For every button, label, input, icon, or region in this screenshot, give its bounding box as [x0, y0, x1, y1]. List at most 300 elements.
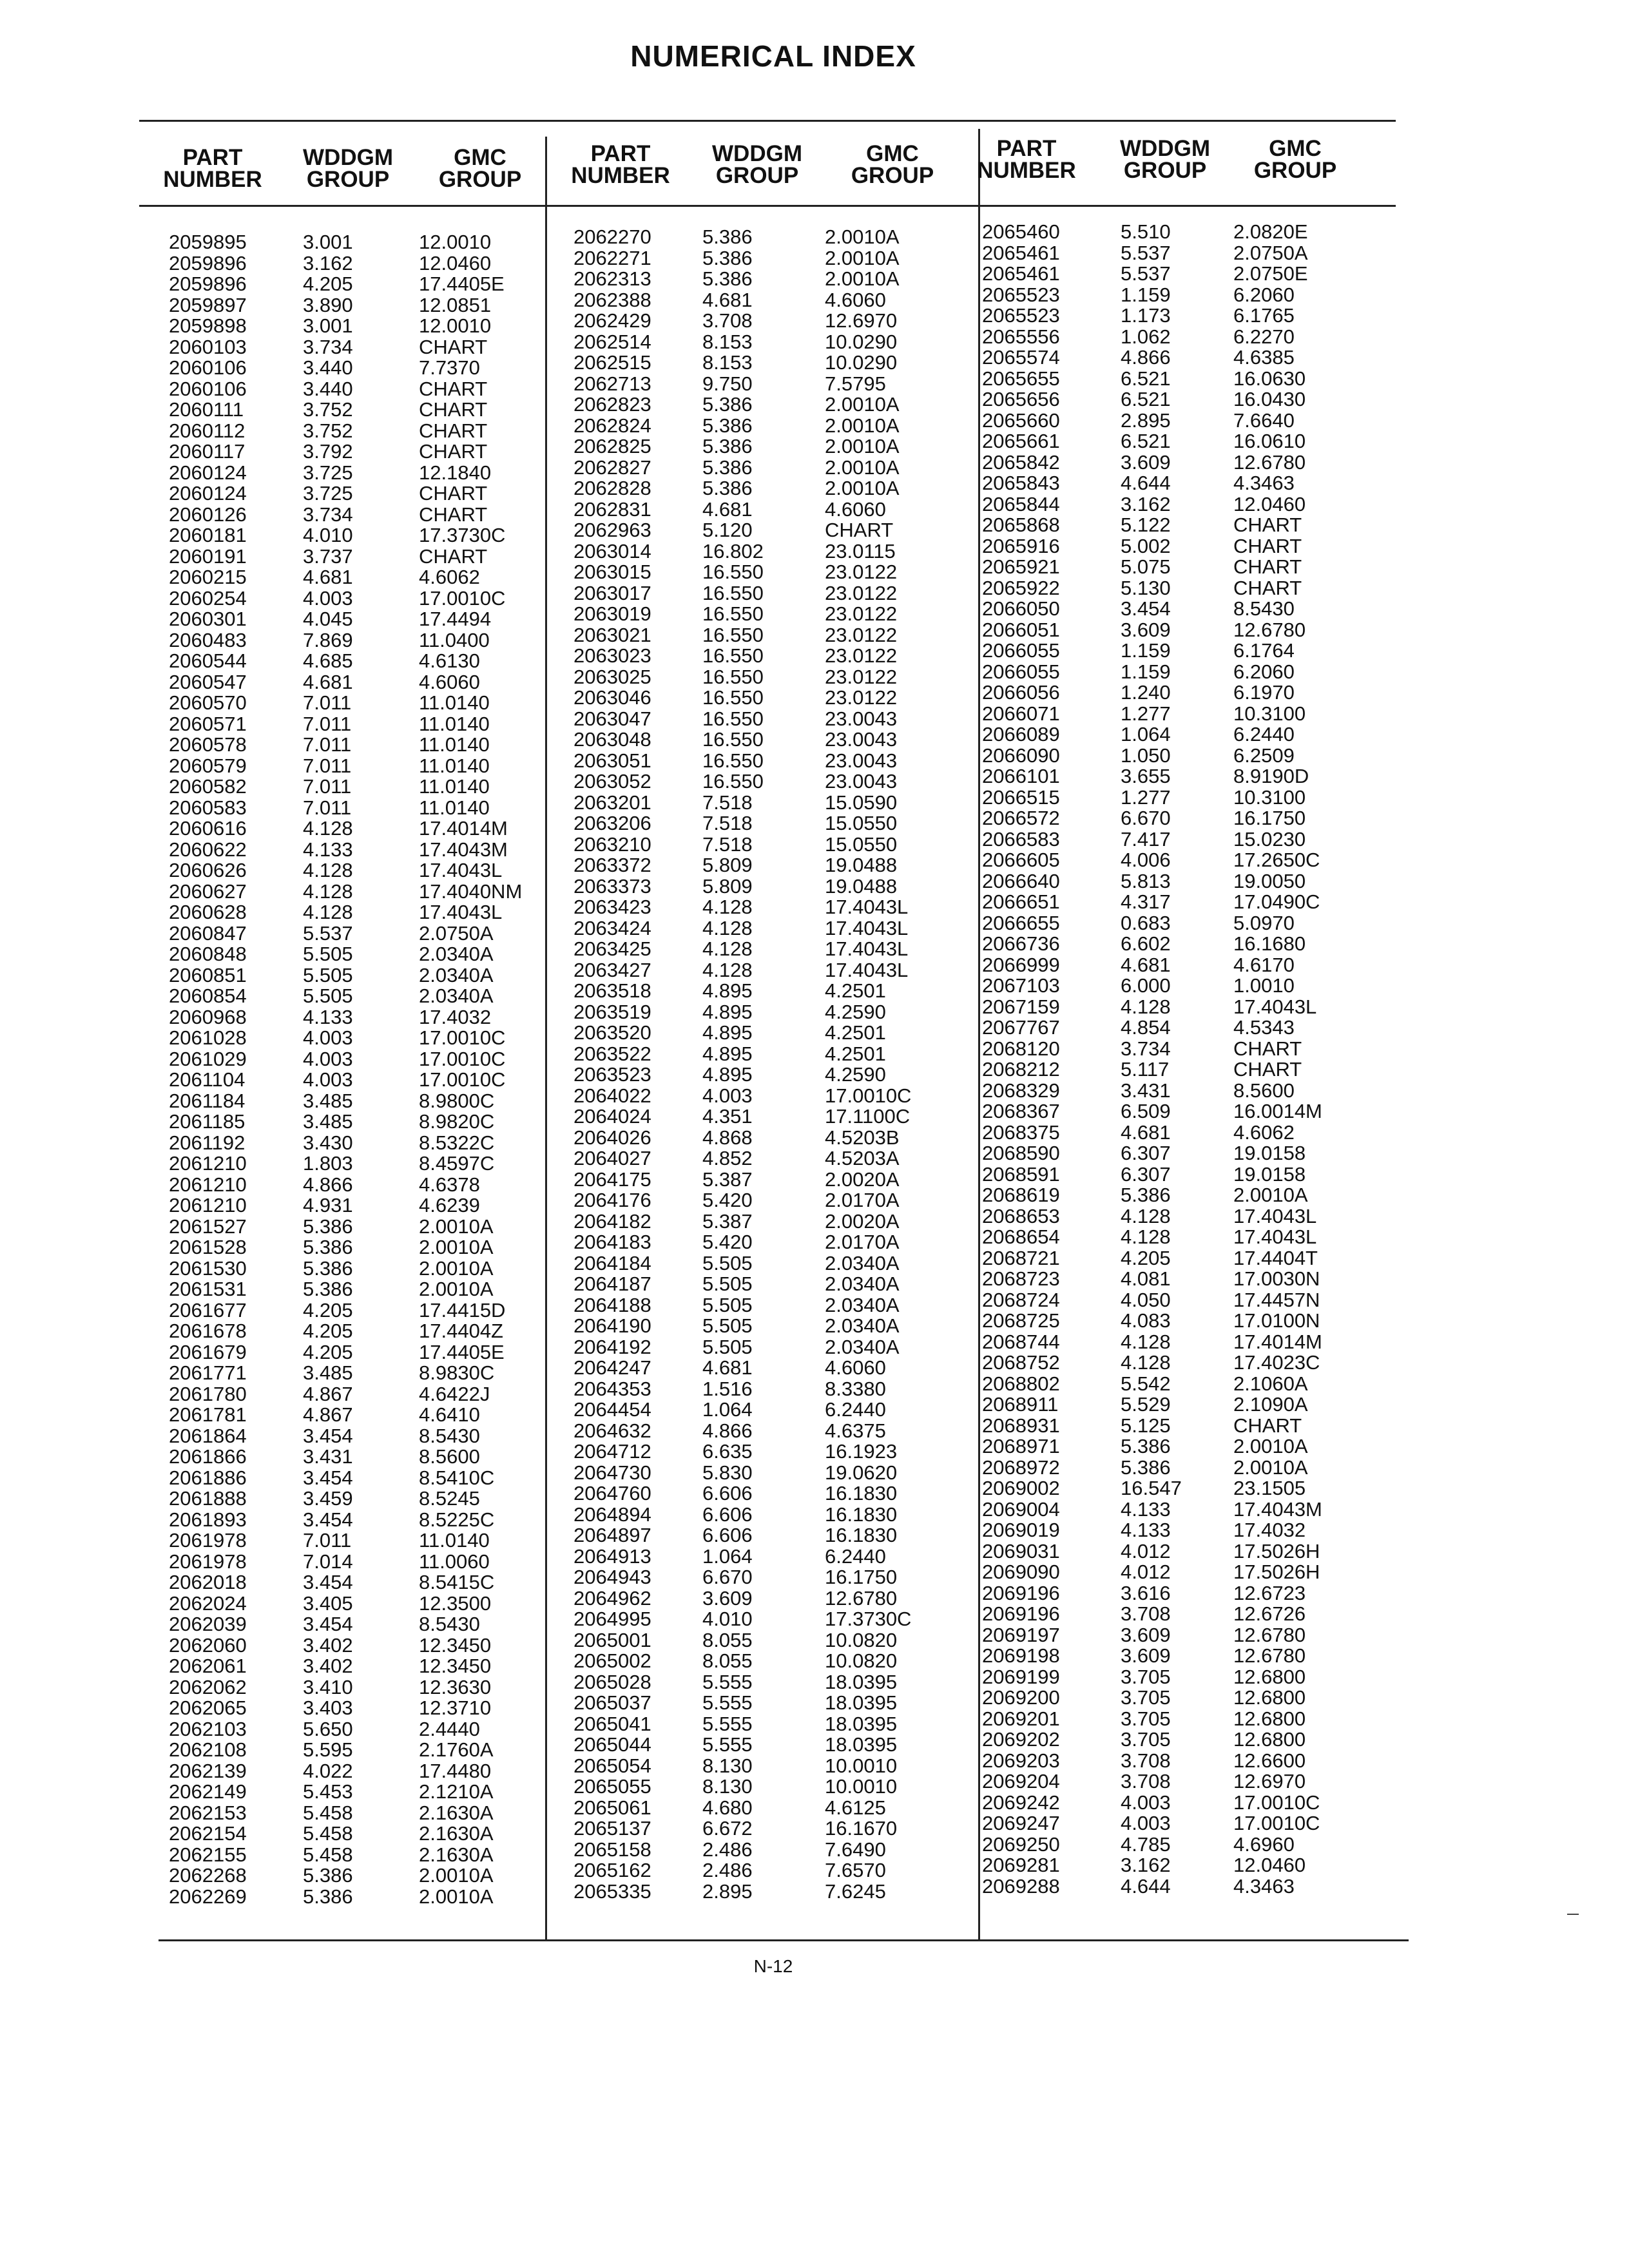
part-number: 2061677	[169, 1298, 247, 1321]
wddgm-group: 3.752	[303, 398, 353, 421]
index-row	[574, 960, 967, 981]
part-number: 2063017	[574, 581, 651, 604]
wddgm-group: 5.386	[303, 1236, 353, 1258]
part-number: 2065044	[574, 1733, 651, 1756]
part-number: 2060126	[169, 503, 247, 526]
part-number: 2064760	[574, 1482, 651, 1504]
index-row	[982, 1604, 1369, 1625]
part-number: 2064995	[574, 1608, 651, 1630]
part-number: 2065843	[982, 472, 1060, 494]
index-row	[574, 1086, 967, 1107]
index-row	[169, 546, 543, 568]
part-number: 2061028	[169, 1026, 247, 1049]
part-number: 2064913	[574, 1544, 651, 1568]
part-number: 2062062	[169, 1675, 247, 1698]
index-row	[982, 1039, 1369, 1060]
index-row	[169, 965, 543, 986]
index-row	[169, 1823, 543, 1845]
wddgm-group: 3.459	[303, 1487, 353, 1510]
index-row	[574, 939, 967, 960]
wddgm-group: 5.555	[702, 1691, 753, 1714]
index-row	[574, 374, 967, 395]
gmc-group: CHART	[419, 482, 488, 505]
part-number: 2062018	[169, 1571, 247, 1593]
wddgm-group: 4.644	[1121, 1874, 1171, 1898]
part-number: 2065916	[982, 534, 1060, 557]
index-row	[169, 860, 543, 881]
index-row	[169, 630, 543, 651]
wddgm-group: 8.130	[702, 1775, 753, 1798]
index-row	[574, 1253, 967, 1274]
index-row	[169, 651, 543, 672]
index-row	[574, 1190, 967, 1211]
wddgm-group: 4.006	[1121, 849, 1171, 871]
part-number: 2060191	[169, 544, 247, 568]
gmc-group: 2.1060A	[1233, 1372, 1308, 1395]
wddgm-group: 7.014	[303, 1550, 353, 1573]
gmc-group: 4.3463	[1233, 472, 1295, 494]
part-number: 2062269	[169, 1885, 247, 1908]
gmc-group: 2.0340A	[825, 1273, 900, 1295]
index-row	[574, 311, 967, 332]
part-number: 2065158	[574, 1838, 651, 1861]
part-number: 2067159	[982, 995, 1060, 1018]
part-number: 2063052	[574, 770, 651, 793]
part-number: 2061530	[169, 1256, 247, 1280]
index-row	[169, 714, 543, 735]
gmc-group: 17.4457N	[1233, 1288, 1320, 1311]
gmc-group: 2.1090A	[1233, 1393, 1308, 1416]
gmc-group: 8.9190D	[1233, 765, 1309, 787]
wddgm-group: 5.555	[702, 1712, 753, 1735]
index-row	[574, 918, 967, 939]
part-number: 2066090	[982, 744, 1060, 767]
index-row	[574, 1316, 967, 1337]
index-row	[574, 583, 967, 604]
wddgm-group: 5.386	[1121, 1184, 1171, 1206]
wddgm-group: 4.133	[1121, 1497, 1171, 1521]
gmc-group: 4.5343	[1233, 1016, 1295, 1039]
gmc-group: 10.0010	[825, 1775, 898, 1798]
index-row	[982, 724, 1369, 745]
wddgm-group: 1.277	[1121, 785, 1171, 809]
part-number: 2061527	[169, 1215, 247, 1238]
gmc-group: 2.0340A	[419, 963, 494, 986]
wddgm-group: 5.813	[1121, 869, 1171, 892]
wddgm-group: 5.510	[1121, 220, 1171, 243]
index-row	[574, 1840, 967, 1861]
part-number: 2063373	[574, 874, 651, 898]
gmc-group: 2.0010A	[825, 246, 900, 269]
index-row	[169, 588, 543, 610]
part-number: 2061531	[169, 1278, 247, 1300]
wddgm-group: 5.386	[702, 477, 753, 499]
gmc-group: 2.0340A	[419, 943, 494, 965]
index-row	[169, 1111, 543, 1133]
wddgm-group: 5.002	[1121, 534, 1171, 557]
wddgm-group: 4.012	[1121, 1561, 1171, 1583]
wddgm-group: 5.130	[1121, 576, 1171, 599]
part-number: 2066515	[982, 785, 1060, 809]
wddgm-group: 5.386	[303, 1864, 353, 1887]
wddgm-group: 3.655	[1121, 765, 1171, 787]
gmc-group: 4.6060	[825, 288, 886, 311]
wddgm-group: 3.485	[303, 1110, 353, 1133]
gmc-group: 8.5430	[419, 1424, 480, 1447]
gmc-group: 2.0010A	[1233, 1435, 1308, 1457]
part-number: 2069288	[982, 1874, 1060, 1898]
index-row	[169, 944, 543, 965]
part-number: 2061029	[169, 1047, 247, 1070]
index-row	[574, 1609, 967, 1630]
wddgm-group: 5.537	[1121, 241, 1171, 264]
wddgm-group: 4.010	[702, 1608, 753, 1630]
wddgm-group: 7.011	[303, 691, 352, 714]
wddgm-group: 4.895	[702, 1000, 753, 1023]
index-row	[574, 1044, 967, 1065]
wddgm-group: 4.685	[303, 649, 353, 672]
gmc-group: 8.3380	[825, 1377, 886, 1400]
part-number: 2065162	[574, 1859, 651, 1881]
index-row	[169, 316, 543, 337]
index-row	[574, 1735, 967, 1756]
index-row	[169, 1446, 543, 1468]
gmc-group: 17.4415D	[419, 1298, 506, 1321]
gmc-group: 17.3730C	[825, 1608, 912, 1630]
part-number: 2064897	[574, 1524, 651, 1546]
gmc-group: 4.6960	[1233, 1832, 1295, 1856]
gmc-group: 17.0010C	[419, 586, 506, 610]
index-row	[982, 1771, 1369, 1792]
wddgm-group: 3.725	[303, 461, 353, 484]
gmc-group: 16.1830	[825, 1524, 898, 1546]
part-number: 2061678	[169, 1320, 247, 1342]
part-number: 2060106	[169, 356, 247, 379]
gmc-group: 17.4023C	[1233, 1351, 1320, 1374]
gmc-group: 4.6060	[825, 497, 886, 521]
index-row	[574, 457, 967, 479]
part-number: 2061978	[169, 1529, 247, 1552]
wddgm-group: 4.050	[1121, 1288, 1171, 1311]
part-number: 2066101	[982, 765, 1060, 787]
gmc-group: 17.4014M	[419, 817, 508, 840]
wddgm-group: 6.521	[1121, 430, 1171, 452]
gmc-group: 19.0050	[1233, 869, 1306, 892]
index-row	[982, 1269, 1369, 1290]
part-number: 2066651	[982, 890, 1060, 913]
part-number: 2069019	[982, 1519, 1060, 1541]
index-row	[982, 1709, 1369, 1730]
gmc-group: 23.0122	[825, 623, 898, 646]
index-row	[574, 1818, 967, 1840]
part-number: 2062825	[574, 435, 651, 457]
gmc-group: 2.0750A	[1233, 241, 1308, 264]
wddgm-group: 4.012	[1121, 1539, 1171, 1562]
wddgm-group: 4.133	[1121, 1519, 1171, 1541]
gmc-group: CHART	[1233, 1058, 1302, 1081]
part-number: 2060103	[169, 335, 247, 358]
wddgm-group: 3.752	[303, 419, 353, 442]
part-number: 2069199	[982, 1665, 1060, 1688]
wddgm-group: 5.830	[702, 1461, 753, 1484]
index-row	[169, 1572, 543, 1593]
wddgm-group: 16.550	[702, 665, 764, 688]
gmc-group: 12.3630	[419, 1675, 492, 1698]
part-number: 2069004	[982, 1497, 1060, 1521]
part-number: 2065523	[982, 283, 1060, 306]
part-number: 2060968	[169, 1005, 247, 1028]
index-row	[169, 1488, 543, 1510]
gmc-group: 17.0490C	[1233, 890, 1320, 913]
part-number: 2060301	[169, 608, 247, 630]
gmc-group: 4.5203B	[825, 1126, 900, 1149]
wddgm-group: 3.403	[303, 1696, 353, 1719]
index-row	[574, 876, 967, 898]
index-row	[169, 1279, 543, 1300]
wddgm-group: 6.635	[702, 1440, 753, 1463]
part-number: 2060627	[169, 879, 247, 903]
index-row	[169, 735, 543, 756]
part-number: 2060851	[169, 963, 247, 986]
wddgm-group: 5.458	[303, 1843, 353, 1866]
part-number: 2062139	[169, 1759, 247, 1782]
index-row	[982, 243, 1369, 264]
gmc-group: 17.4043L	[825, 958, 909, 981]
part-number: 2060848	[169, 943, 247, 965]
part-number: 2062828	[574, 477, 651, 499]
index-row	[982, 997, 1369, 1018]
gmc-group: 1.0010	[1233, 974, 1295, 997]
gmc-group: 17.5026H	[1233, 1539, 1320, 1562]
index-row	[982, 1751, 1369, 1772]
part-number: 2064187	[574, 1273, 651, 1295]
gmc-group: 2.0010A	[825, 393, 900, 416]
gmc-group: 4.6378	[419, 1173, 480, 1196]
part-number: 2066605	[982, 849, 1060, 871]
wddgm-group: 5.458	[303, 1801, 353, 1824]
gmc-group: 23.0043	[825, 728, 898, 751]
part-number: 2065656	[982, 388, 1060, 410]
wddgm-group: 5.650	[303, 1717, 353, 1740]
wddgm-group: 3.792	[303, 440, 353, 463]
part-number: 2062388	[574, 288, 651, 311]
part-number: 2063051	[574, 749, 651, 772]
wddgm-group: 6.521	[1121, 388, 1171, 410]
wddgm-group: 6.521	[1121, 367, 1171, 390]
index-row	[982, 829, 1369, 850]
gmc-group: 12.0851	[419, 293, 492, 316]
index-row	[574, 332, 967, 353]
gmc-group: 15.0590	[825, 791, 898, 814]
part-number: 2068591	[982, 1162, 1060, 1186]
part-number: 2061104	[169, 1068, 246, 1091]
gmc-group: 8.5600	[419, 1445, 480, 1468]
index-row	[574, 478, 967, 499]
part-number: 2063523	[574, 1063, 651, 1086]
wddgm-group: 3.431	[303, 1445, 353, 1468]
index-row	[574, 1337, 967, 1358]
wddgm-group: 7.011	[303, 754, 352, 777]
index-row	[574, 1295, 967, 1316]
gmc-group: 2.0340A	[825, 1314, 900, 1337]
part-number: 2060547	[169, 670, 247, 693]
index-row	[982, 1729, 1369, 1751]
index-row	[574, 1023, 967, 1044]
gmc-group: CHART	[825, 519, 894, 541]
part-number: 2068329	[982, 1079, 1060, 1102]
wddgm-group: 4.681	[303, 566, 353, 588]
gmc-group: 17.4014M	[1233, 1330, 1322, 1353]
index-row	[169, 1782, 543, 1803]
gmc-group: 2.0010A	[825, 456, 900, 479]
gmc-group: 17.4043L	[825, 896, 909, 918]
part-number: 2062149	[169, 1780, 247, 1803]
wddgm-group: 3.405	[303, 1591, 353, 1615]
part-number: 2065041	[574, 1712, 651, 1735]
gmc-group: 18.0395	[825, 1733, 898, 1756]
gmc-group: 4.6385	[1233, 346, 1295, 369]
part-number: 2063025	[574, 665, 651, 688]
part-number: 2066071	[982, 702, 1060, 725]
index-row	[169, 1845, 543, 1866]
gmc-group: 23.0122	[825, 581, 898, 604]
index-row	[574, 709, 967, 730]
gmc-group: 2.0020A	[825, 1209, 900, 1233]
gmc-group: 17.4043L	[1233, 1225, 1317, 1248]
wddgm-group: 4.022	[303, 1759, 353, 1782]
wddgm-group: 4.854	[1121, 1016, 1171, 1039]
gmc-group: 19.0158	[1233, 1142, 1306, 1164]
part-number: 2069090	[982, 1561, 1060, 1583]
gmc-group: 2.0340A	[825, 1335, 900, 1358]
wddgm-group: 5.529	[1121, 1393, 1171, 1416]
wddgm-group: 5.505	[303, 985, 353, 1007]
wddgm-group: 4.867	[303, 1403, 353, 1426]
part-number: 2062268	[169, 1864, 247, 1887]
index-row	[982, 389, 1369, 410]
wddgm-group: 6.606	[702, 1503, 753, 1526]
wddgm-group: 4.317	[1121, 890, 1171, 913]
index-row	[574, 290, 967, 311]
part-number: 2060117	[169, 440, 246, 463]
part-number: 2063522	[574, 1042, 651, 1065]
gmc-group: 17.4043M	[1233, 1497, 1322, 1521]
part-number: 2065922	[982, 576, 1060, 599]
index-row	[169, 1153, 543, 1175]
index-row	[169, 693, 543, 714]
wddgm-group: 5.458	[303, 1822, 353, 1845]
wddgm-group: 3.454	[303, 1466, 353, 1489]
index-row	[982, 327, 1369, 348]
gmc-group: 16.0430	[1233, 388, 1306, 410]
index-row	[982, 1478, 1369, 1499]
part-number: 2065001	[574, 1628, 651, 1651]
index-row	[574, 687, 967, 709]
index-row	[982, 1122, 1369, 1144]
wddgm-group: 5.386	[303, 1885, 353, 1908]
header-part-number-3: PART NUMBER	[977, 136, 1076, 183]
gmc-group: 12.3500	[419, 1591, 492, 1615]
gmc-group: 19.0488	[825, 854, 898, 876]
gmc-group: 12.6970	[825, 309, 898, 332]
part-number: 2068212	[982, 1058, 1060, 1081]
wddgm-group: 2.895	[702, 1879, 753, 1903]
part-number: 2062313	[574, 267, 651, 290]
column-divider-1	[545, 137, 547, 1941]
index-row	[169, 567, 543, 588]
wddgm-group: 5.386	[702, 456, 753, 479]
wddgm-group: 4.003	[303, 1068, 353, 1091]
wddgm-group: 3.705	[1121, 1665, 1171, 1688]
gmc-group: 11.0140	[419, 691, 490, 714]
wddgm-group: 9.750	[702, 372, 753, 395]
gmc-group: 2.1760A	[419, 1738, 494, 1761]
wddgm-group: 5.420	[702, 1189, 753, 1211]
wddgm-group: 1.240	[1121, 681, 1171, 704]
wddgm-group: 6.670	[702, 1566, 753, 1588]
wddgm-group: 7.011	[303, 733, 352, 756]
part-number: 2062515	[574, 351, 651, 374]
wddgm-group: 1.277	[1121, 702, 1171, 725]
gmc-group: 2.0750E	[1233, 262, 1308, 285]
wddgm-group: 4.895	[702, 1042, 753, 1065]
wddgm-group: 3.890	[303, 293, 353, 316]
gmc-group: 8.5415C	[419, 1571, 495, 1593]
header-wddgm-group-3: WDDGM GROUP	[1120, 136, 1210, 183]
part-number: 2069196	[982, 1581, 1060, 1604]
wddgm-group: 4.895	[702, 979, 753, 1002]
wddgm-group: 4.205	[1121, 1246, 1171, 1269]
wddgm-group: 4.681	[702, 288, 753, 311]
wddgm-group: 4.128	[303, 879, 353, 903]
wddgm-group: 5.505	[702, 1293, 753, 1316]
gmc-group: 12.6780	[825, 1586, 898, 1610]
part-number: 2064024	[574, 1105, 651, 1128]
gmc-group: 17.4043L	[419, 859, 503, 881]
wddgm-group: 5.505	[702, 1314, 753, 1337]
wddgm-group: 4.681	[702, 497, 753, 521]
gmc-group: 2.0340A	[419, 985, 494, 1007]
wddgm-group: 6.509	[1121, 1100, 1171, 1122]
wddgm-group: 4.866	[303, 1173, 353, 1196]
index-row	[574, 604, 967, 625]
part-number: 2060570	[169, 691, 247, 714]
wddgm-group: 4.003	[702, 1084, 753, 1107]
part-number: 2060616	[169, 817, 247, 840]
wddgm-group: 4.133	[303, 838, 353, 861]
wddgm-group: 7.518	[702, 832, 753, 856]
wddgm-group: 5.386	[1121, 1456, 1171, 1479]
wddgm-group: 5.386	[702, 267, 753, 290]
gmc-group: 23.0122	[825, 644, 898, 667]
wddgm-group: 3.609	[1121, 1623, 1171, 1646]
index-row	[574, 1463, 967, 1484]
part-number: 2065655	[982, 367, 1060, 390]
index-row	[169, 1258, 543, 1280]
wddgm-group: 4.681	[1121, 953, 1171, 976]
gmc-group: CHART	[1233, 1037, 1302, 1060]
index-row	[982, 410, 1369, 432]
index-row	[982, 975, 1369, 997]
gmc-group: 17.4043L	[825, 916, 909, 939]
part-number: 2066655	[982, 911, 1060, 934]
index-row	[574, 1693, 967, 1714]
gmc-group: 4.6060	[825, 1356, 886, 1379]
part-number: 2066736	[982, 932, 1060, 955]
part-number: 2059898	[169, 314, 247, 337]
part-number: 2068724	[982, 1288, 1060, 1311]
part-number: 2062153	[169, 1801, 247, 1824]
